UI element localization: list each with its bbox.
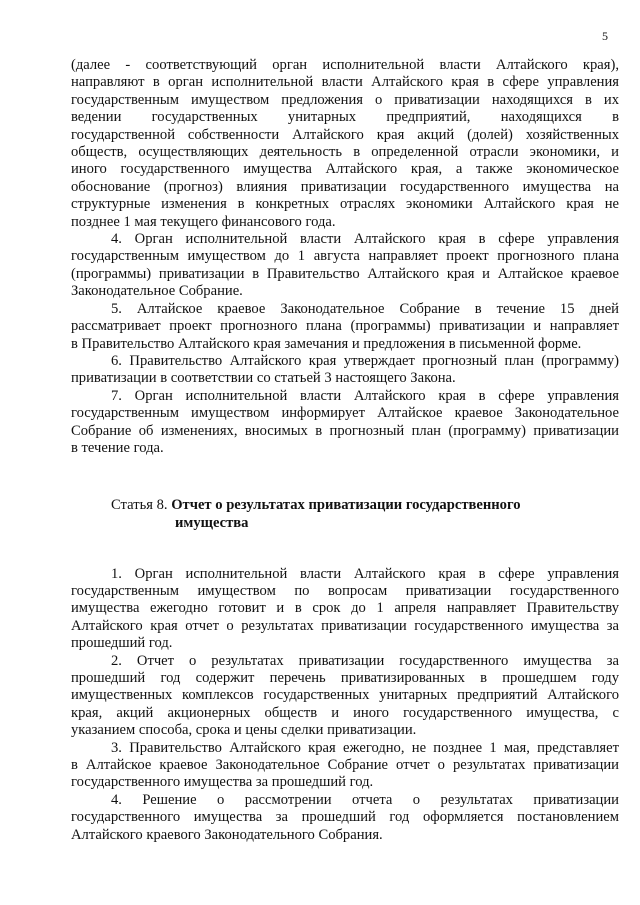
numbered-paragraph <box>71 566 619 653</box>
text-line: 3. Правительство Алтайского края ежегодно, не позднее 1 мая, представляет <box>111 739 619 756</box>
text-line: 7. Орган исполнительной власти Алтайского края в сфере управления <box>111 387 619 404</box>
numbered-paragraph <box>71 653 619 740</box>
text-line: в течение года. <box>71 439 164 456</box>
text-line: государственного имущества за прошедший год оформляется постановлением <box>71 809 619 826</box>
article-title-line-2: имущества <box>175 514 249 531</box>
text-line: государственной собственности Алтайского края акций (долей) хозяйственных <box>71 126 619 143</box>
article-7-items <box>71 231 619 457</box>
text-line: государственным имуществом по вопросам приватизации государственного <box>71 582 619 599</box>
text-line: обществ, осуществляющих деятельность в определенной отрасли экономики, и <box>71 144 619 161</box>
text-line: 6. Правительство Алтайского края утверждает прогнозный план (программу) <box>111 352 619 369</box>
article-8-items <box>71 566 619 845</box>
text-line: структурные изменения в конкретных отраслях экономики Алтайского края не <box>71 196 619 213</box>
text-line: направляют в орган исполнительной власти Алтайского края в сфере управления <box>71 74 619 91</box>
numbered-paragraph <box>71 388 619 458</box>
text-line: иного государственного имущества Алтайского края, а также экономическое <box>71 161 619 178</box>
text-line: 4. Решение о рассмотрении отчета о результатах приватизации <box>111 791 619 808</box>
text-line: 4. Орган исполнительной власти Алтайского края в сфере управления <box>111 231 619 248</box>
text-line: прошедший год. <box>71 635 173 652</box>
text-line: 2. Отчет о результатах приватизации государственного имущества за <box>111 652 619 669</box>
continuation-paragraph <box>71 57 619 231</box>
text-line: прошедший год содержит перечень приватизированных в прошедшем году <box>71 669 619 686</box>
text-line: государственным имуществом до 1 августа направляет проект прогнозного плана <box>71 248 619 265</box>
text-line: Собрание об изменениях, вносимых в прогнозный план (программу) приватизации <box>71 422 619 439</box>
text-line: приватизации в соответствии со статьей 3 настоящего Закона. <box>71 370 456 387</box>
numbered-paragraph <box>71 353 619 388</box>
text-line: обоснование (прогноз) влияния приватизации государственного имущества на <box>71 178 619 195</box>
text-line: в Алтайское краевое Законодательное Собрание отчет о результатах приватизации <box>71 757 619 773</box>
document-body <box>71 57 619 844</box>
article-title-line-1: Отчет о результатах приватизации государственного <box>171 497 521 514</box>
text-line: позднее 1 мая текущего финансового года. <box>71 213 336 230</box>
text-line: (программы) приватизации в Правительство Алтайского края и Алтайское краевое <box>71 265 619 282</box>
text-line: 5. Алтайское краевое Законодательное Собрание в течение 15 дней <box>111 300 619 317</box>
text-line: государственным имуществом предложения о приватизации находящихся в их <box>71 91 619 108</box>
text-line: Алтайского края отчет о результатах приватизации государственного имущества за <box>71 617 619 634</box>
numbered-paragraph <box>71 740 619 792</box>
text-line: имущества ежегодно готовит и в срок до 1 апреля направляет Правительству <box>71 600 619 617</box>
text-line: рассматривает проект прогнозного плана (программы) приватизации и направляет <box>71 318 619 335</box>
text-line: Законодательное Собрание. <box>71 283 243 300</box>
text-line: государственным имуществом информирует Алтайское краевое Законодательное <box>71 405 619 422</box>
text-line: в Правительство Алтайского края замечания и предложения в письменной форме. <box>71 335 582 352</box>
page-number: 5 <box>602 29 608 43</box>
text-line: Алтайского краевого Законодательного Собрания. <box>71 826 383 843</box>
numbered-paragraph <box>71 792 619 844</box>
numbered-paragraph <box>71 231 619 301</box>
text-line: имущественных комплексов государственных унитарных предприятий Алтайского <box>71 687 619 704</box>
article-label: Статья 8. <box>111 497 168 514</box>
text-line: края, акций акционерных обществ и иного государственного имущества, с <box>71 704 619 721</box>
text-line: ведении государственных унитарных предприятий, находящихся в <box>71 109 619 126</box>
article-heading <box>71 497 619 532</box>
text-line: (далее - соответствующий орган исполнительной власти Алтайского края), <box>71 57 619 73</box>
text-line: указанием способа, срока и цены сделки приватизации. <box>71 722 417 739</box>
text-line: государственного имущества за прошедший год. <box>71 774 374 791</box>
text-line: 1. Орган исполнительной власти Алтайского края в сфере управления <box>111 565 619 582</box>
numbered-paragraph <box>71 301 619 353</box>
